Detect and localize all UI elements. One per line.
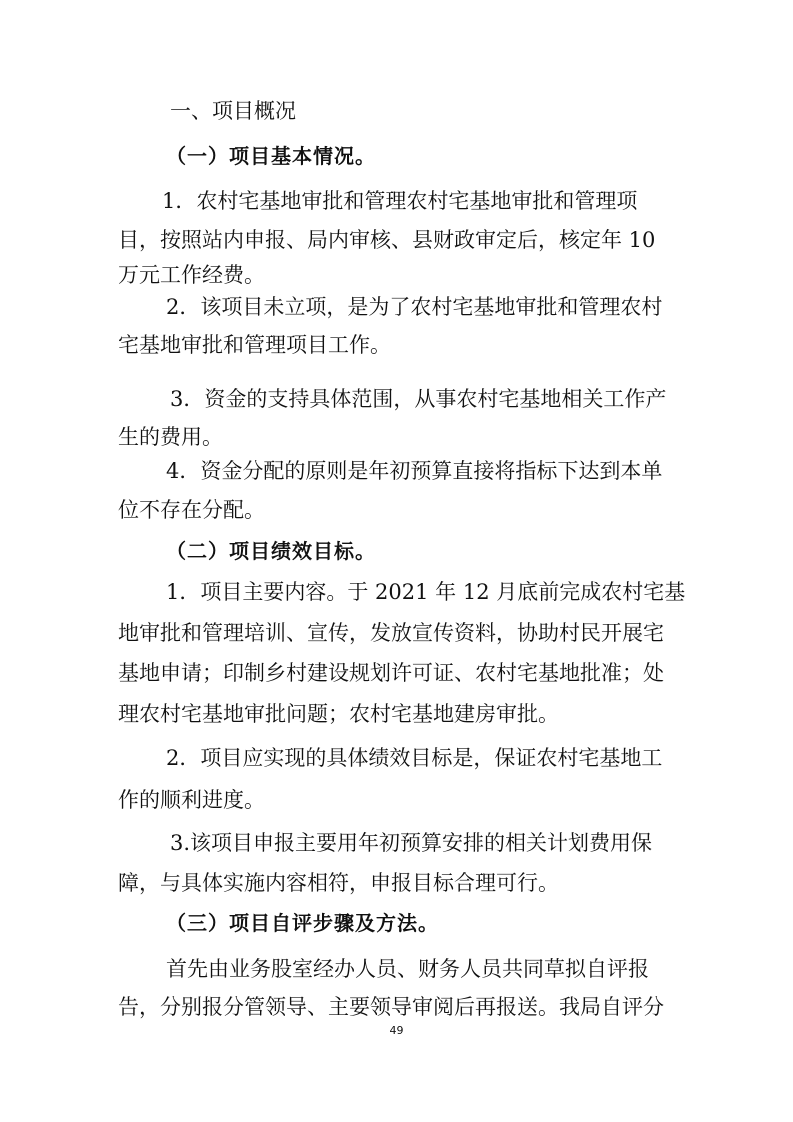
- paragraph-line: 位不存在分配。: [118, 498, 265, 522]
- paragraph-line: 障，与具体实施内容相符，申报目标合理可行。: [118, 871, 559, 895]
- paragraph-line: 作的顺利进度。: [118, 788, 265, 812]
- paragraph-line: 告，分别报分管领导、主要领导审阅后再报送。我局自评分: [118, 995, 664, 1019]
- paragraph-line: 生的费用。: [118, 425, 223, 449]
- paragraph-line: 3．资金的支持具体范围，从事农村宅基地相关工作产: [170, 387, 667, 411]
- subsection-title-3: （三）项目自评步骤及方法。: [166, 911, 439, 935]
- subsection-title-2: （二）项目绩效目标。: [166, 539, 376, 563]
- paragraph-line: 2．项目应实现的具体绩效目标是，保证农村宅基地工: [166, 746, 663, 770]
- paragraph-line: 地审批和管理培训、宣传，发放宣传资料，协助村民开展宅: [118, 621, 664, 645]
- paragraph-line: 首先由业务股室经办人员、财务人员共同草拟自评报: [166, 957, 649, 981]
- paragraph-line: 1．项目主要内容。于 2021 年 12 月底前完成农村宅基: [166, 580, 686, 604]
- subsection-title-1: （一）项目基本情况。: [166, 144, 376, 168]
- section-title: 一、项目概况: [170, 99, 296, 123]
- page-number: 49: [389, 1024, 404, 1037]
- paragraph-line: 理农村宅基地审批问题；农村宅基地建房审批。: [118, 702, 559, 726]
- paragraph-line: 3.该项目申报主要用年初预算安排的相关计划费用保: [170, 831, 653, 855]
- paragraph-line: 1．农村宅基地审批和管理农村宅基地审批和管理项: [162, 189, 638, 213]
- paragraph-line: 2．该项目未立项，是为了农村宅基地审批和管理农村: [166, 295, 663, 319]
- paragraph-line: 宅基地审批和管理项目工作。: [118, 333, 391, 357]
- paragraph-line: 目，按照站内申报、局内审核、县财政审定后，核定年 10: [118, 228, 656, 252]
- paragraph-line: 万元工作经费。: [118, 263, 265, 287]
- paragraph-line: 基地申请；印制乡村建设规划许可证、农村宅基地批准；处: [118, 661, 664, 685]
- paragraph-line: 4．资金分配的原则是年初预算直接将指标下达到本单: [166, 459, 663, 483]
